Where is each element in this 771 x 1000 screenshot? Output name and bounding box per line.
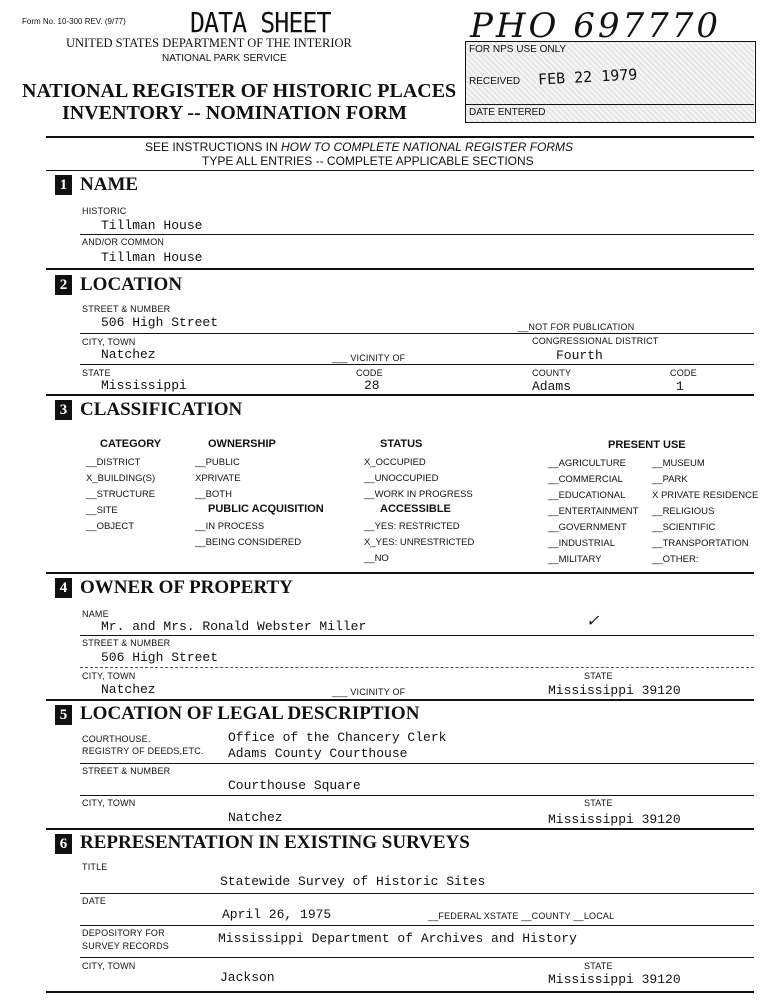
nps-use-label: FOR NPS USE ONLY bbox=[469, 44, 567, 55]
rule bbox=[46, 699, 754, 701]
historic-label: HISTORIC bbox=[82, 206, 127, 216]
public-acquisition-option: __BEING CONSIDERED bbox=[195, 537, 302, 548]
form-title-line2: INVENTORY -- NOMINATION FORM bbox=[62, 102, 408, 124]
common-label: AND/OR COMMON bbox=[82, 237, 165, 247]
depository-city: Jackson bbox=[220, 970, 275, 985]
data-sheet-stamp: DATA SHEET bbox=[190, 6, 331, 39]
state-code-value: 28 bbox=[364, 378, 380, 393]
present-use-option: __MILITARY bbox=[548, 554, 602, 565]
city-value: Natchez bbox=[101, 347, 156, 362]
instructions-emphasis: HOW TO COMPLETE NATIONAL REGISTER FORMS bbox=[281, 140, 574, 154]
survey-title-label: TITLE bbox=[82, 862, 108, 872]
historic-name: Tillman House bbox=[101, 218, 203, 233]
depository-city-label: CITY, TOWN bbox=[82, 961, 136, 971]
status-option: __WORK IN PROGRESS bbox=[364, 489, 473, 500]
vicinity-label: ___ VICINITY OF bbox=[332, 353, 406, 363]
section-title-classification: CLASSIFICATION bbox=[80, 399, 243, 420]
owner-street: 506 High Street bbox=[101, 650, 219, 665]
section-number-2: 2 bbox=[55, 275, 72, 295]
registry-label: REGISTRY OF DEEDS,ETC. bbox=[82, 746, 204, 756]
legal-street: Courthouse Square bbox=[228, 778, 361, 793]
ownership-header: OWNERSHIP bbox=[208, 438, 276, 450]
owner-state-label: STATE bbox=[584, 671, 613, 681]
category-option: __OBJECT bbox=[86, 521, 135, 532]
owner-name: Mr. and Mrs. Ronald Webster Miller bbox=[101, 619, 367, 634]
street-label: STREET & NUMBER bbox=[82, 304, 171, 314]
owner-street-label: STREET & NUMBER bbox=[82, 638, 171, 648]
present-use-option: __AGRICULTURE bbox=[548, 458, 626, 469]
instructions-line2: TYPE ALL ENTRIES -- COMPLETE APPLICABLE SECTIONS bbox=[202, 154, 534, 168]
present-use-option: __COMMERCIAL bbox=[548, 474, 623, 485]
present-use-header: PRESENT USE bbox=[608, 439, 686, 451]
form-number: Form No. 10-300 REV. (9/77) bbox=[22, 17, 126, 26]
county-code-label: CODE bbox=[670, 368, 697, 378]
rule bbox=[46, 991, 754, 993]
rule bbox=[46, 828, 754, 830]
dashed-rule bbox=[80, 667, 754, 668]
department-name: UNITED STATES DEPARTMENT OF THE INTERIOR bbox=[66, 36, 352, 50]
common-name: Tillman House bbox=[101, 250, 203, 265]
county-label: COUNTY bbox=[532, 368, 572, 378]
received-label: RECEIVED bbox=[469, 76, 521, 87]
legal-street-label: STREET & NUMBER bbox=[82, 766, 171, 776]
present-use-option: __SCIENTIFIC bbox=[652, 522, 716, 533]
category-option: __DISTRICT bbox=[86, 457, 141, 468]
present-use-option: __MUSEUM bbox=[652, 458, 705, 469]
ownership-option: __BOTH bbox=[195, 489, 232, 500]
present-use-option: __INDUSTRIAL bbox=[548, 538, 616, 549]
county-code-value: 1 bbox=[676, 379, 684, 394]
handwritten-reference-number: PHO 697770 bbox=[470, 6, 721, 46]
accessible-option: __NO bbox=[364, 553, 389, 564]
rule bbox=[80, 364, 754, 365]
section-title-location: LOCATION bbox=[80, 274, 183, 295]
accessible-header: ACCESSIBLE bbox=[380, 503, 451, 515]
instructions-prefix: SEE INSTRUCTIONS IN bbox=[145, 140, 282, 154]
present-use-option: __PARK bbox=[652, 474, 688, 485]
survey-levels: __FEDERAL XSTATE __COUNTY __LOCAL bbox=[428, 911, 615, 921]
depository-label-line1: DEPOSITORY FOR bbox=[82, 928, 165, 938]
service-name: NATIONAL PARK SERVICE bbox=[162, 53, 287, 64]
survey-date-label: DATE bbox=[82, 896, 107, 906]
rule bbox=[80, 333, 754, 334]
section-title-name: NAME bbox=[80, 174, 139, 195]
section-number-1: 1 bbox=[55, 175, 72, 195]
courthouse-line1: Office of the Chancery Clerk bbox=[228, 730, 447, 745]
depository-label-line2: SURVEY RECORDS bbox=[82, 941, 169, 951]
category-option: __STRUCTURE bbox=[86, 489, 156, 500]
depository-value: Mississippi Department of Archives and History bbox=[218, 931, 577, 946]
survey-date: April 26, 1975 bbox=[222, 907, 332, 922]
depository-state-label: STATE bbox=[584, 961, 613, 971]
public-acquisition-header: PUBLIC ACQUISITION bbox=[208, 503, 324, 515]
legal-state-label: STATE bbox=[584, 798, 613, 808]
rule bbox=[80, 957, 754, 958]
accessible-option: __YES: RESTRICTED bbox=[364, 521, 460, 532]
legal-city: Natchez bbox=[228, 810, 283, 825]
owner-vicinity: ___ VICINITY OF bbox=[332, 687, 406, 697]
rule bbox=[80, 635, 754, 636]
owner-city-label: CITY, TOWN bbox=[82, 671, 136, 681]
present-use-option: __RELIGIOUS bbox=[652, 506, 715, 517]
county-value: Adams bbox=[532, 379, 572, 394]
present-use-option: __ENTERTAINMENT bbox=[548, 506, 639, 517]
legal-state: Mississippi 39120 bbox=[548, 812, 681, 827]
rule bbox=[46, 170, 754, 171]
not-for-publication: __NOT FOR PUBLICATION bbox=[518, 322, 635, 332]
status-option: X_OCCUPIED bbox=[364, 457, 426, 468]
present-use-option: __OTHER: bbox=[652, 554, 699, 565]
rule bbox=[80, 925, 754, 926]
status-header: STATUS bbox=[380, 438, 423, 450]
section-number-5: 5 bbox=[55, 705, 72, 725]
date-entered-label: DATE ENTERED bbox=[469, 107, 546, 118]
state-value: Mississippi bbox=[101, 378, 187, 393]
street-value: 506 High Street bbox=[101, 315, 219, 330]
owner-city: Natchez bbox=[101, 682, 156, 697]
survey-title: Statewide Survey of Historic Sites bbox=[220, 874, 486, 889]
congressional-district-label: CONGRESSIONAL DISTRICT bbox=[532, 336, 659, 346]
category-header: CATEGORY bbox=[100, 438, 162, 450]
section-number-6: 6 bbox=[55, 834, 72, 854]
section-number-4: 4 bbox=[55, 578, 72, 598]
congressional-district-value: Fourth bbox=[556, 348, 603, 363]
category-option: X_BUILDING(S) bbox=[86, 473, 156, 484]
public-acquisition-option: __IN PROCESS bbox=[195, 521, 265, 532]
state-code-label: CODE bbox=[356, 368, 383, 378]
accessible-option: X_YES: UNRESTRICTED bbox=[364, 537, 475, 548]
section-number-3: 3 bbox=[55, 400, 72, 420]
rule bbox=[46, 572, 754, 574]
city-label: CITY, TOWN bbox=[82, 337, 136, 347]
present-use-option: __EDUCATIONAL bbox=[548, 490, 626, 501]
category-option: __SITE bbox=[86, 505, 118, 516]
handwritten-check-mark: ✓ bbox=[586, 611, 600, 630]
section-title-legal-description: LOCATION OF LEGAL DESCRIPTION bbox=[80, 703, 420, 724]
nps-box-divider bbox=[466, 104, 754, 105]
owner-name-label: NAME bbox=[82, 609, 109, 619]
rule bbox=[80, 795, 754, 796]
section-title-surveys: REPRESENTATION IN EXISTING SURVEYS bbox=[80, 832, 470, 853]
section-title-owner: OWNER OF PROPERTY bbox=[80, 577, 293, 598]
rule bbox=[46, 268, 754, 270]
present-use-option: X PRIVATE RESIDENCE bbox=[652, 490, 759, 501]
form-title-line1: NATIONAL REGISTER OF HISTORIC PLACES bbox=[22, 80, 457, 102]
legal-city-label: CITY, TOWN bbox=[82, 798, 136, 808]
rule bbox=[80, 763, 754, 764]
ownership-option: __PUBLIC bbox=[195, 457, 240, 468]
rule bbox=[46, 136, 754, 138]
instructions-line1 bbox=[145, 140, 573, 154]
rule bbox=[46, 394, 754, 396]
courthouse-line2: Adams County Courthouse bbox=[228, 746, 408, 761]
depository-state: Mississippi 39120 bbox=[548, 972, 681, 987]
courthouse-label: COURTHOUSE. bbox=[82, 734, 151, 744]
rule bbox=[80, 893, 754, 894]
rule bbox=[80, 234, 754, 235]
present-use-option: __GOVERNMENT bbox=[548, 522, 627, 533]
received-date-stamp: FEB 22 1979 bbox=[537, 65, 638, 89]
present-use-option: __TRANSPORTATION bbox=[652, 538, 749, 549]
owner-state: Mississippi 39120 bbox=[548, 683, 681, 698]
state-label: STATE bbox=[82, 368, 111, 378]
status-option: __UNOCCUPIED bbox=[364, 473, 439, 484]
ownership-option: XPRIVATE bbox=[195, 473, 241, 484]
